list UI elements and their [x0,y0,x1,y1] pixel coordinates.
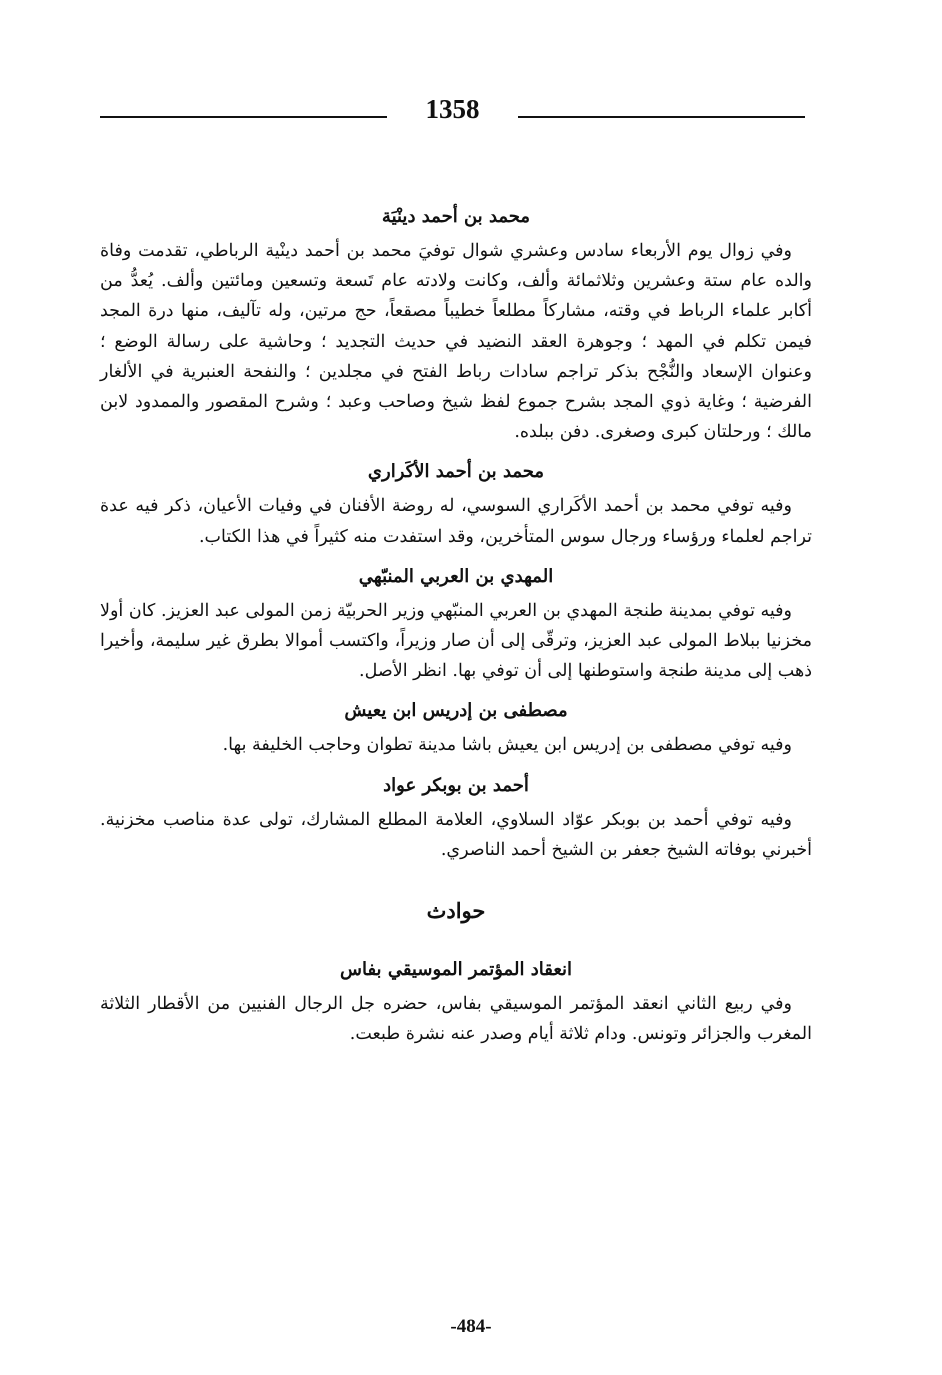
event-title: انعقاد المؤتمر الموسيقي بفاس [339,959,573,981]
page-number: 1358 [425,94,480,124]
entry-body: وفيه توفي أحمد بن بوبكر عوّاد السلاوي، العلامة المطلع المشارك، تولى عدة مناصب مخزنية. أخبرني بوفاته الشيخ جعفر بن الشيخ أحمد الناصري. [100,809,812,860]
event-body: وفي ربيع الثاني انعقد المؤتمر الموسيقي بفاس، حضره جل الرجال الفنيين من الأقطار الثلاثة المغرب والجزائر وتونس. ودام ثلاثة أيام وصدر عنه نشرة طبعت. [100,994,812,1045]
header-rule-right [518,116,805,118]
section-title: حوادث [426,898,486,924]
entry-title: مصطفى بن إدريس ابن يعيش [344,700,568,722]
footer-page-number: -484- [450,1316,492,1337]
entry-body: وفيه توفي بمدينة طنجة المهدي بن العربي المنبّهي وزير الحربيّة زمن المولى عبد العزيز. كان أولا مخزنيا ببلاط المولى عبد العزيز، وترقّى إلى أن صار وزيراً، واكتسب أموالا بطرق غير سليمة، وأخيرا ذهب إلى مدينة طنجة واستوطنها إلى أن توفي بها. انظر الأصل. [100,600,812,682]
entry-body: وفي زوال يوم الأربعاء سادس وعشري شوال توفيَ محمد بن أحمد دينْية الرباطي، تقدمت وفاة والده عام ستة وعشرين وثلاثمائة وألف، وكانت ولادته عام تَسعة وتسعين ومائتين وألف. يُعدُّ من أكابر علماء الرباط في وقته، مشاركاً مطلعاً خطيباً مصقعاً، حج مرتين، وله تآليف، منها درة المجد فيمن تكلم في المهد ؛ وجوهرة العقد النضيد في حديث التجديد ؛ وحاشية على رسالة الوضع ؛ وعنوان الإسعاد والنُّجْح بذكر تراجم سادات رباط الفتح في مجلدين ؛ والنفحة العنبرية في الألغار الفرضية ؛ وغاية ذوي المجد بشرح جموع لفظ شيخ وصاحب وعبد ؛ وشرح المقصور والممدود لابن مالك ؛ ورحلتان كبرى وصغرى. دفن ببلده. [100,241,812,443]
page-header [100,92,805,132]
entry-title: محمد بن أحمد الأكَراري [367,461,545,483]
entry-title: محمد بن أحمد دينْيَة [381,206,531,227]
entry-title: أحمد بن بوبكر عواد [383,774,529,796]
entry-body: وفيه توفي مصطفى بن إدريس ابن يعيش باشا مدينة تطوان وحاجب الخليفة بها. [222,735,792,756]
entry-body: وفيه توفي محمد بن أحمد الأكَراري السوسي، له روضة الأفنان في وفيات الأعيان، ذكر فيه عدة تراجم لعلماء ورؤساء ورجال سوس المتأخرين، وقد استفدت منه كثيراً في هذا الكتاب. [100,496,812,547]
page-content [100,198,812,1055]
entry-title: المهدي بن العربي المنبّهي [358,565,554,587]
